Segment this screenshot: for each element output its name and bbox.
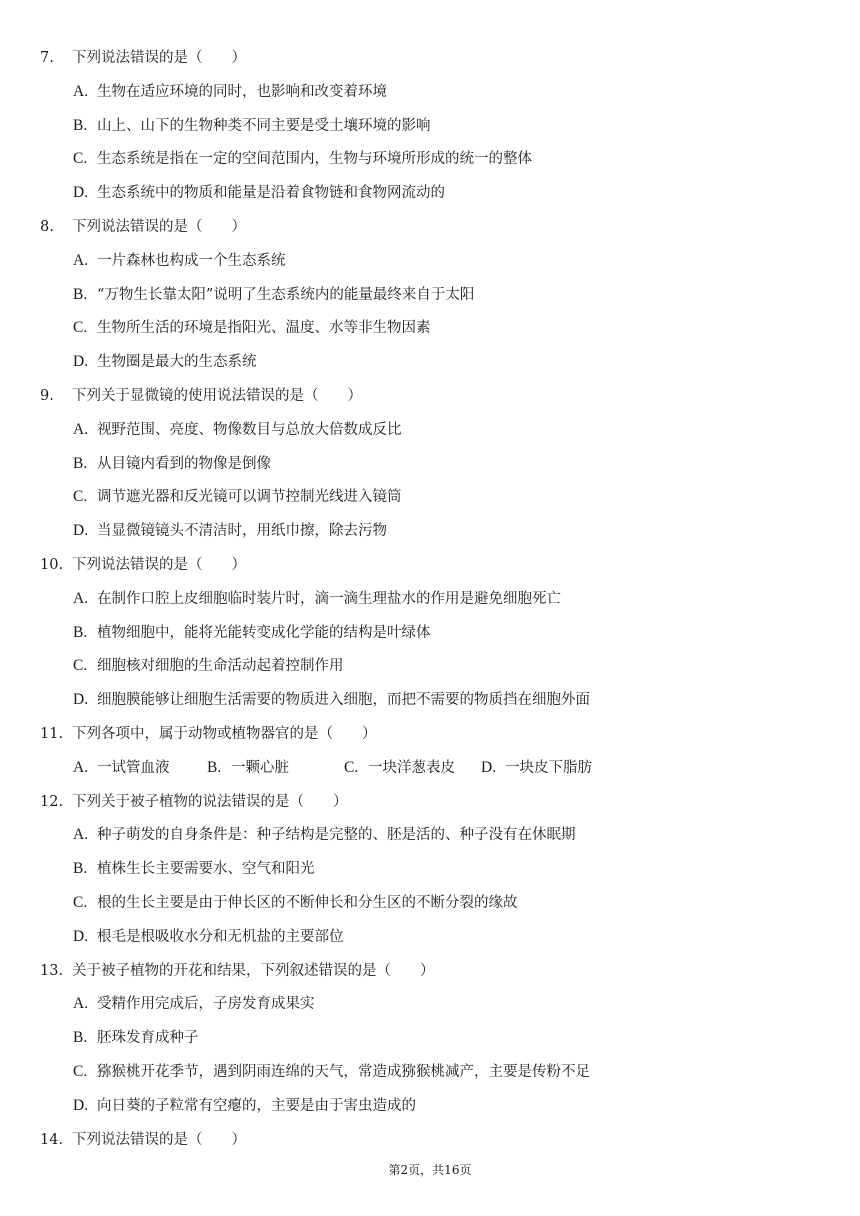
option-text: 在制作口腔上皮细胞临时装片时，滴一滴生理盐水的作用是避免细胞死亡 (97, 591, 561, 607)
option-letter: A. (73, 252, 89, 269)
question-number: 13. (40, 963, 64, 979)
option-letter: D. (73, 353, 89, 370)
option-a[interactable] (73, 994, 315, 1014)
option-a[interactable] (73, 420, 402, 440)
option-letter: A. (73, 83, 89, 100)
option-d[interactable] (73, 1096, 416, 1116)
option-letter: C. (344, 759, 359, 776)
option-b[interactable] (73, 623, 431, 643)
question-7 (40, 48, 246, 68)
option-c[interactable] (73, 487, 402, 507)
option-letter: C. (73, 1063, 88, 1080)
option-a[interactable] (73, 758, 170, 778)
option-b[interactable] (207, 758, 289, 778)
option-letter: A. (73, 995, 89, 1012)
option-c[interactable] (73, 656, 344, 676)
option-text: 植物细胞中，能将光能转变成化学能的结构是叶绿体 (97, 625, 431, 641)
question-11 (40, 724, 377, 744)
question-number: 12. (40, 794, 64, 810)
question-9 (40, 386, 362, 406)
option-text: 生物在适应环境的同时，也影响和改变着环境 (97, 84, 387, 100)
option-letter: A. (73, 590, 89, 607)
option-text: 根毛是根吸收水分和无机盐的主要部位 (97, 929, 344, 945)
option-letter: D. (73, 1097, 89, 1114)
question-14 (40, 1130, 246, 1150)
option-c[interactable] (73, 318, 431, 338)
option-letter: C. (73, 319, 88, 336)
option-text: 生态系统中的物质和能量是沿着食物链和食物网流动的 (97, 185, 445, 201)
option-text: 生态系统是指在一定的空间范围内，生物与环境所形成的统一的整体 (97, 151, 532, 167)
option-letter: A. (73, 826, 89, 843)
option-letter: D. (73, 691, 89, 708)
option-c[interactable] (73, 893, 518, 913)
options-row (73, 758, 633, 778)
option-letter: B. (73, 624, 88, 641)
option-letter: D. (73, 522, 89, 539)
option-text: 调节遮光器和反光镜可以调节控制光线进入镜筒 (97, 489, 402, 505)
question-stem: 下列说法错误的是（ ） (72, 219, 246, 235)
question-number: 8. (40, 219, 54, 235)
option-text: 生物圈是最大的生态系统 (97, 354, 257, 370)
option-a[interactable] (73, 825, 576, 845)
question-8 (40, 217, 246, 237)
option-letter: A. (73, 759, 89, 776)
question-number: 9. (40, 388, 54, 404)
question-stem: 下列说法错误的是（ ） (72, 557, 246, 573)
option-letter: C. (73, 894, 88, 911)
option-letter: B. (73, 860, 88, 877)
option-b[interactable] (73, 859, 315, 879)
option-b[interactable] (73, 454, 271, 474)
option-c[interactable] (73, 149, 532, 169)
option-c[interactable] (73, 1062, 590, 1082)
option-text: 种子萌发的自身条件是：种子结构是完整的、胚是活的、种子没有在休眠期 (97, 827, 576, 843)
option-text: 根的生长主要是由于伸长区的不断伸长和分生区的不断分裂的缘故 (97, 895, 518, 911)
question-10 (40, 555, 246, 575)
option-text: 视野范围、亮度、物像数目与总放大倍数成反比 (97, 422, 402, 438)
option-letter: D. (481, 759, 497, 776)
option-letter: C. (73, 488, 88, 505)
page-footer: 第2页，共16页 (388, 1163, 472, 1177)
option-d[interactable] (481, 758, 592, 778)
option-d[interactable] (73, 183, 445, 203)
option-text: 细胞核对细胞的生命活动起着控制作用 (97, 658, 344, 674)
option-text: 植株生长主要需要水、空气和阳光 (97, 861, 315, 877)
question-stem: 下列关于显微镜的使用说法错误的是（ ） (72, 388, 362, 404)
option-letter: B. (207, 759, 222, 776)
question-number: 10. (40, 557, 64, 573)
option-text: 从目镜内看到的物像是倒像 (97, 456, 271, 472)
option-d[interactable] (73, 690, 590, 710)
question-stem: 关于被子植物的开花和结果，下列叙述错误的是（ ） (72, 963, 435, 979)
option-c[interactable] (344, 758, 455, 778)
option-d[interactable] (73, 927, 344, 947)
question-stem: 下列说法错误的是（ ） (72, 50, 246, 66)
question-number: 14. (40, 1132, 64, 1148)
question-number: 11. (40, 726, 64, 742)
option-text: 一片森林也构成一个生态系统 (97, 253, 286, 269)
option-b[interactable] (73, 1028, 199, 1048)
option-text: 一块皮下脂肪 (505, 760, 592, 776)
option-text: 生物所生活的环境是指阳光、温度、水等非生物因素 (97, 320, 431, 336)
question-13 (40, 961, 435, 981)
question-12 (40, 792, 348, 812)
option-letter: C. (73, 657, 88, 674)
option-a[interactable] (73, 589, 561, 609)
option-letter: D. (73, 928, 89, 945)
option-b[interactable] (73, 285, 474, 305)
option-text: 一块洋葱表皮 (368, 760, 455, 776)
option-text: 细胞膜能够让细胞生活需要的物质进入细胞，而把不需要的物质挡在细胞外面 (97, 692, 590, 708)
option-text: 胚珠发育成种子 (97, 1030, 199, 1046)
option-text: “万物生长靠太阳”说明了生态系统内的能量最终来自于太阳 (97, 287, 475, 303)
option-letter: D. (73, 184, 89, 201)
option-text: 受精作用完成后，子房发育成果实 (97, 996, 315, 1012)
option-letter: C. (73, 150, 88, 167)
option-d[interactable] (73, 521, 387, 541)
option-text: 一颗心脏 (231, 760, 289, 776)
option-letter: A. (73, 421, 89, 438)
option-letter: B. (73, 286, 88, 303)
option-d[interactable] (73, 352, 257, 372)
option-text: 向日葵的子粒常有空瘪的，主要是由于害虫造成的 (97, 1098, 416, 1114)
option-text: 猕猴桃开花季节，遇到阴雨连绵的天气，常造成猕猴桃减产，主要是传粉不足 (97, 1064, 590, 1080)
option-letter: B. (73, 117, 88, 134)
option-text: 山上、山下的生物种类不同主要是受土壤环境的影响 (97, 118, 431, 134)
option-text: 当显微镜镜头不清洁时，用纸巾擦，除去污物 (97, 523, 387, 539)
question-number: 7. (40, 50, 54, 66)
question-stem: 下列说法错误的是（ ） (72, 1132, 246, 1148)
option-letter: B. (73, 455, 88, 472)
option-a[interactable] (73, 251, 286, 271)
option-text: 一试管血液 (97, 760, 170, 776)
question-stem: 下列关于被子植物的说法错误的是（ ） (72, 794, 348, 810)
option-letter: B. (73, 1029, 88, 1046)
option-b[interactable] (73, 116, 431, 136)
question-stem: 下列各项中，属于动物或植物器官的是（ ） (72, 726, 377, 742)
option-a[interactable] (73, 82, 387, 102)
